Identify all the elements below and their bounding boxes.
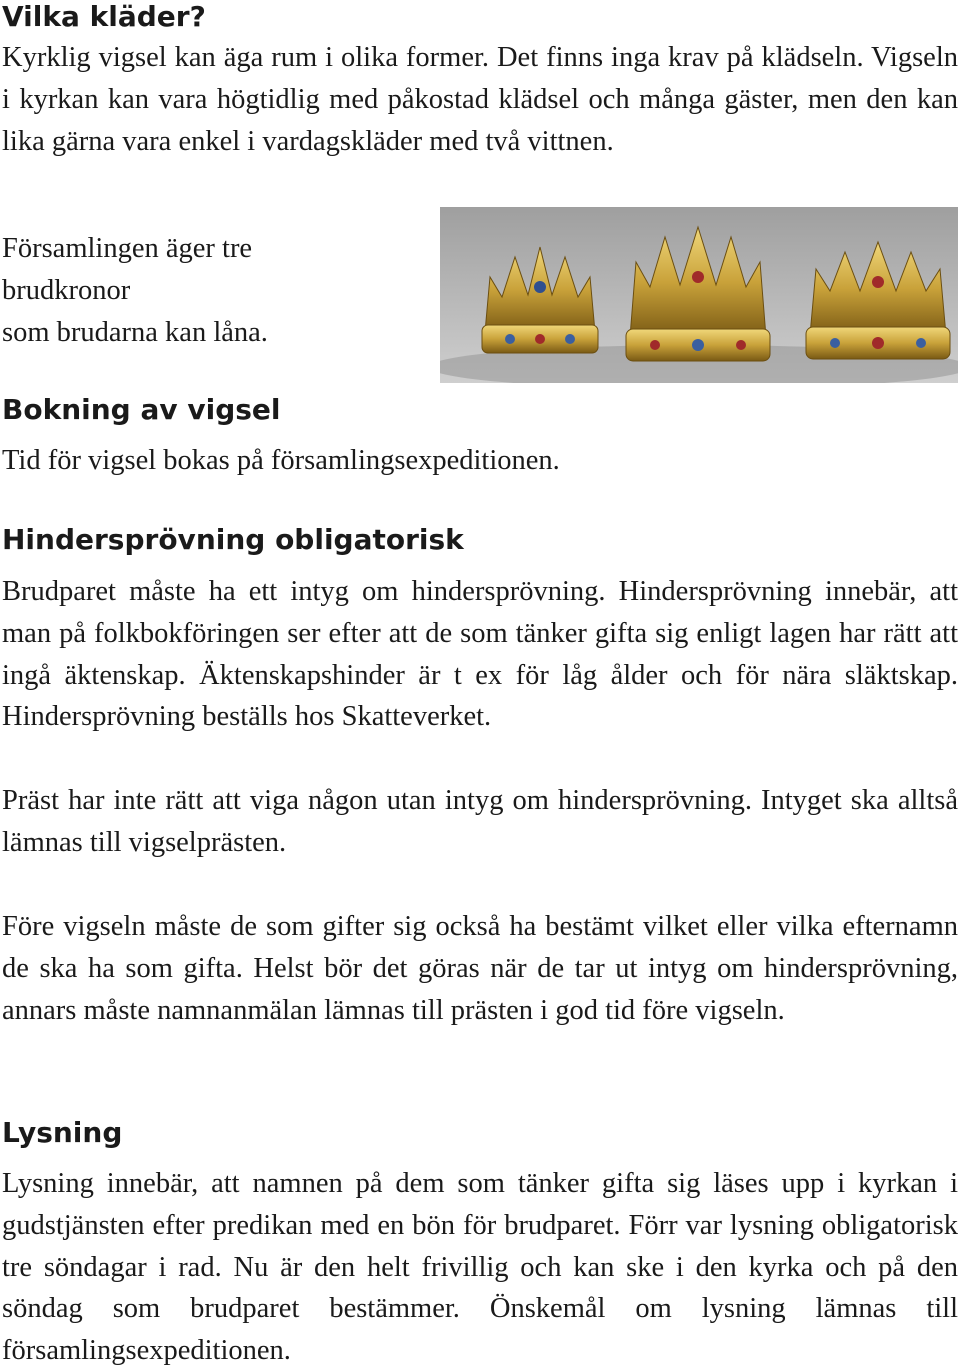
crowns-text-line-1: Församlingen äger tre <box>2 233 253 264</box>
paragraph-hindersprovning-1: Brudparet måste ha ett intyg om hindersprövning. Hindersprövning innebär, att man på folkbokföringen ser efter att de som tänker gifta sig enligt lagen har rätt att ingå äktenskap. Äktenskapshinder är t ex för låg ålder och för nära släktskap. Hindersprövning beställs hos Skatteverket. <box>2 576 958 733</box>
bridal-crowns-illustration <box>440 207 958 383</box>
crowns-text-line-2: brudkronor <box>2 275 131 306</box>
paragraph-klader: Kyrklig vigsel kan äga rum i olika former. Det finns inga krav på klädseln. Vigseln i kyrkan kan vara högtidlig med påkostad klädsel och många gäster, men den kan lika gärna vara enkel i vardagskläder med två vittnen. <box>2 42 958 157</box>
paragraph-bokning: Tid för vigsel bokas på församlingsexpeditionen. <box>2 445 560 476</box>
crowns-text-line-3: som brudarna kan låna. <box>2 317 268 348</box>
heading-hindersprovning: Hindersprövning obligatorisk <box>2 523 464 556</box>
paragraph-lysning: Lysning innebär, att namnen på dem som tänker gifta sig läses upp i kyrkan i gudstjänsten efter predikan med en bön för brudparet. Förr var lysning obligatorisk tre söndagar i rad. Nu är den helt frivillig och kan ske i den kyrka och på den söndag som brudparet bestämmer. Önskemål om lysning lämnas till församlingsexpeditionen. <box>2 1168 958 1367</box>
heading-lysning: Lysning <box>2 1116 123 1149</box>
paragraph-hindersprovning-3: Före vigseln måste de som gifter sig också ha bestämt vilket eller vilka efternamn de ska ha som gifta. Helst bör det göras när de tar ut intyg om hindersprövning, annars måste namnanmälan lämnas till prästen i god tid före vigseln. <box>2 911 958 1026</box>
heading-bokning: Bokning av vigsel <box>2 393 281 426</box>
paragraph-hindersprovning-2: Präst har inte rätt att viga någon utan intyg om hindersprövning. Intyget ska alltså lämnas till vigselprästen. <box>2 785 958 858</box>
heading-klader: Vilka kläder? <box>2 0 206 33</box>
bridal-crowns-photo <box>440 207 958 383</box>
